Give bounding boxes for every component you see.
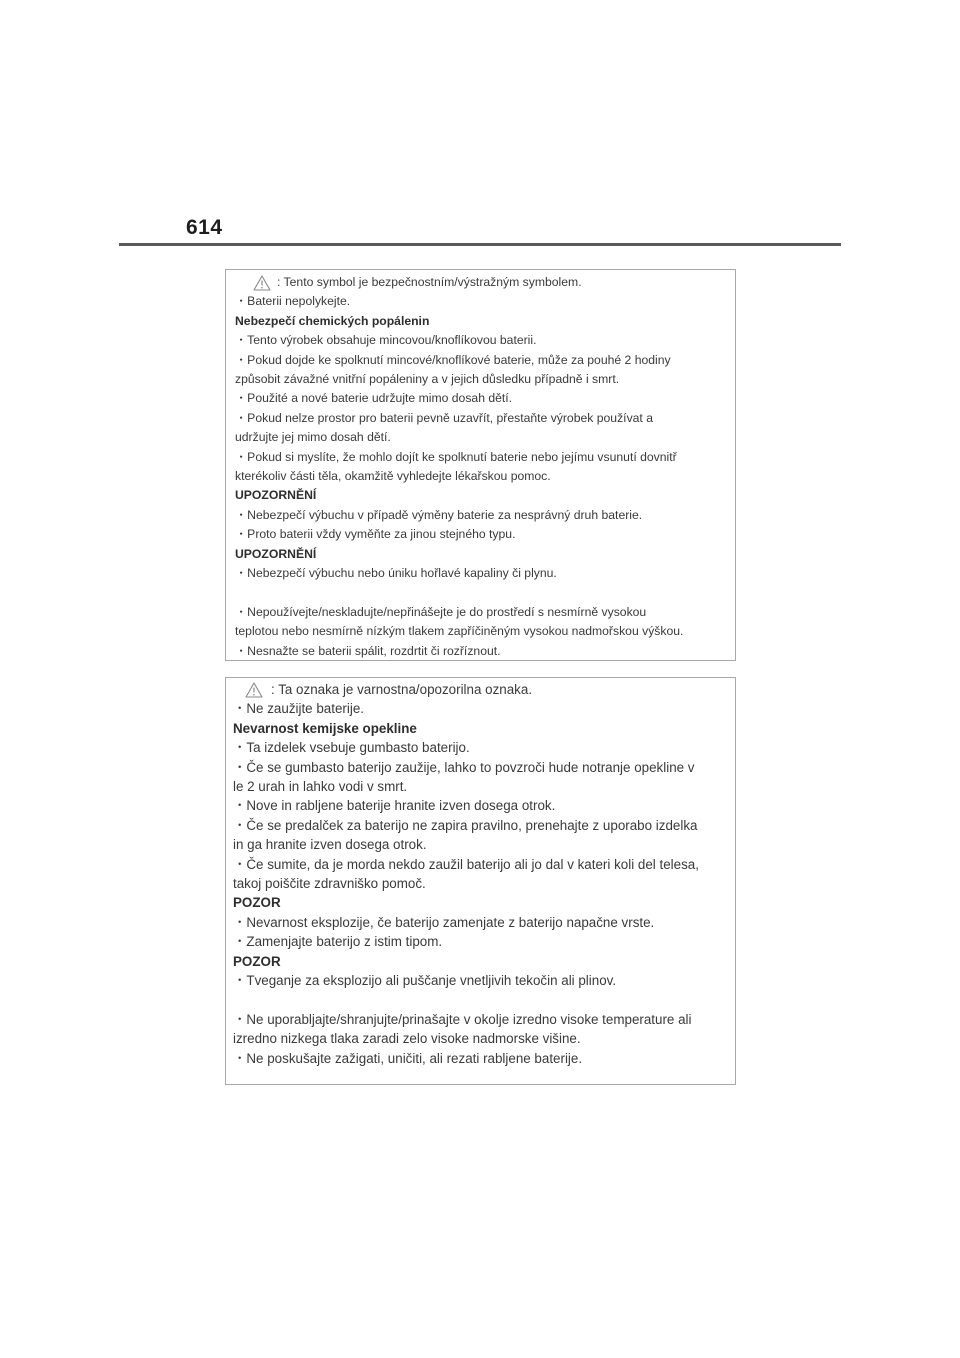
slovene-text-line: ・Če se gumbasto baterijo zaužije, lahko to povzroči hude notranje opekline v (233, 759, 695, 775)
slovene-heading: Nevarnost kemijske opekline (233, 720, 417, 736)
czech-text-lines (235, 292, 735, 661)
slovene-symbol-line (233, 680, 735, 699)
slovene-text-line: ・Ne poskušajte zažigati, uničiti, ali rezati rabljene baterije. (233, 1050, 583, 1066)
czech-text-line: kterékoliv části těla, okamžitě vyhledejte lékařskou pomoc. (235, 469, 551, 484)
czech-text-line: ・Nebezpečí výbuchu v případě výměny baterie za nesprávný druh baterie. (235, 507, 643, 522)
slovene-text-line: ・Ta izdelek vsebuje gumbasto baterijo. (233, 740, 470, 756)
czech-text-line: ・Použité a nové baterie udržujte mimo dosah dětí. (235, 391, 513, 406)
slovene-text-line: le 2 urah in lahko vodi v smrt. (233, 779, 408, 795)
czech-text-line: udržujte jej mimo dosah dětí. (235, 430, 391, 445)
czech-text-line: ・Pokud dojde ke spolknutí mincové/knoflíkové baterie, může za pouhé 2 hodiny (235, 352, 671, 367)
slovene-text-line (233, 991, 735, 1010)
warning-triangle-icon (245, 682, 263, 698)
slovene-heading: POZOR (233, 895, 281, 911)
czech-text-line: ・Nesnažte se baterii spálit, rozdrtit či rozříznout. (235, 643, 501, 658)
warning-triangle-icon (253, 275, 271, 291)
czech-heading: Nebezpečí chemických popálenin (235, 313, 430, 328)
czech-symbol-line (235, 273, 735, 292)
czech-warning-box (225, 269, 736, 661)
czech-text-line: teplotou nebo nesmírně nízkým tlakem zapříčiněným vysokou nadmořskou výškou. (235, 624, 684, 639)
slovene-text-line: ・Če se predalček za baterijo ne zapira pravilno, prenehajte z uporabo izdelka (233, 817, 698, 833)
slovene-text-line: izredno nizkega tlaka zaradi zelo visoke nadmorske višine. (233, 1031, 581, 1047)
czech-text-line: ・Baterii nepolykejte. (235, 294, 351, 309)
slovene-text-line: ・Ne uporabljajte/shranjujte/prinašajte v okolje izredno visoke temperature ali (233, 1011, 692, 1027)
czech-text-line: způsobit závažné vnitřní popáleniny a v jejich důsledku případně i smrt. (235, 372, 620, 387)
page-number: 614 (186, 216, 223, 239)
czech-text-line: ・Nebezpečí výbuchu nebo úniku hořlavé kapaliny či plynu. (235, 566, 557, 581)
slovene-symbol-text: : Ta oznaka je varnostna/opozorilna oznaka. (271, 682, 533, 697)
slovene-text-line: ・Tveganje za eksplozijo ali puščanje vnetljivih tekočin ali plinov. (233, 973, 617, 989)
czech-text-line: ・Nepoužívejte/neskladujte/nepřinášejte je do prostředí s nesmírně vysokou (235, 604, 647, 619)
slovene-text-line: in ga hranite izven dosega otrok. (233, 837, 427, 853)
slovene-warning-box (225, 677, 736, 1085)
slovene-heading: POZOR (233, 953, 281, 969)
slovene-text-line: takoj poiščite zdravniško pomoč. (233, 876, 426, 892)
czech-text-line (235, 584, 735, 603)
slovene-text-line: ・Če sumite, da je morda nekdo zaužil baterijo ali jo dal v kateri koli del telesa, (233, 856, 699, 872)
czech-heading: UPOZORNĚNÍ (235, 546, 317, 561)
slovene-text-line: ・Nove in rabljene baterije hranite izven dosega otrok. (233, 798, 556, 814)
czech-heading: UPOZORNĚNÍ (235, 488, 317, 503)
slovene-text-line: ・Ne zaužijte baterije. (233, 701, 364, 717)
slovene-text-line: ・Zamenjajte baterijo z istim tipom. (233, 934, 443, 950)
czech-text-line: ・Proto baterii vždy vyměňte za jinou stejného typu. (235, 527, 516, 542)
slovene-text-lines (233, 699, 735, 1068)
czech-text-line: ・Pokud nelze prostor pro baterii pevně uzavřít, přestaňte výrobek používat a (235, 410, 653, 425)
slovene-text-line: ・Nevarnost eksplozije, če baterijo zamenjate z baterijo napačne vrste. (233, 914, 655, 930)
czech-text-line: ・Tento výrobek obsahuje mincovou/knoflíkovou baterii. (235, 333, 537, 348)
czech-symbol-text: : Tento symbol je bezpečnostním/výstražným symbolem. (277, 275, 582, 289)
czech-text-line: ・Pokud si myslíte, že mohlo dojít ke spolknutí baterie nebo jejímu vsunutí dovnitř (235, 449, 677, 464)
header-rule (119, 243, 841, 246)
